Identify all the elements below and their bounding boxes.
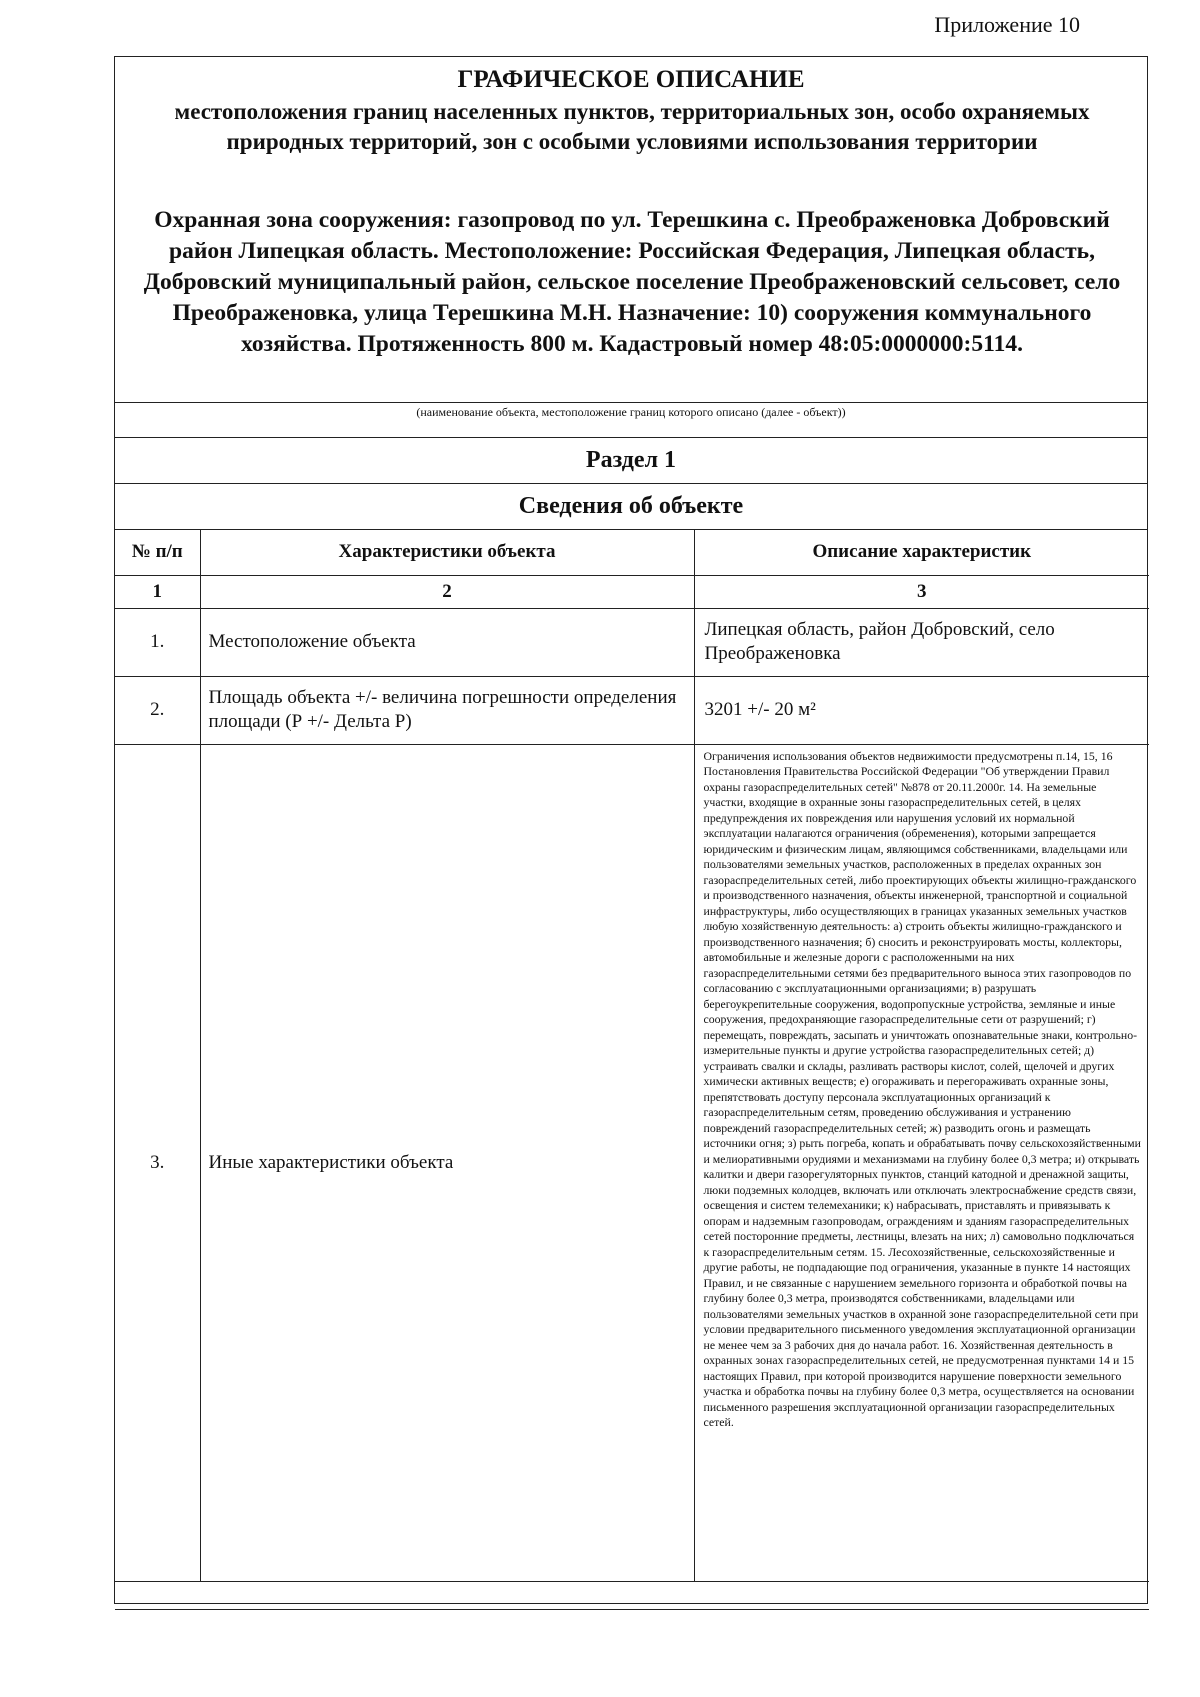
table-row <box>115 744 1149 1581</box>
empty-cell <box>115 1581 1149 1609</box>
row-description: Липецкая область, район Добровский, село Преображеновка <box>694 608 1149 676</box>
section-title: Раздел 1 <box>115 437 1147 483</box>
object-caption: (наименование объекта, местоположение границ которого описано (далее - объект)) <box>115 402 1147 437</box>
table-row <box>115 676 1149 744</box>
document-subtitle: местоположения границ населенных пунктов, территориальных зон, особо охраняемых природных территорий, зон с особыми условиями использования территории <box>174 99 1090 154</box>
index-cell: 1 <box>115 575 200 608</box>
row-description: Ограничения использования объектов недвижимости предусмотрены п.14, 15, 16 Постановления Правительства Российской Федерации "Об утверждении Правил охраны газораспределительных сетей" №878 от 20.11.2000г. 14. На земельные участки, входящие в охранные зоны газораспределительных сетей, в целях предупреждения их повреждения или нарушения условий их нормальной эксплуатации налагаются ограничения (обременения), которыми запрещается юридическим и физическим лицам, являющимся собственниками, владельцами или пользователями земельных участков, расположенных в пределах охранных зон газораспределительных сетей, либо проектирующих объекты жилищно-гражданского и производственного назначения, объекты инженерной, транспортной и социальной инфраструктуры, либо осуществляющих в границах указанных земельных участков любую хозяйственную деятельность: а) строить объекты жилищно-гражданского и производственного назначения; б) сносить и реконструировать мосты, коллекторы, автомобильные и железные дороги с расположенными на них газораспределительными сетями без предварительного выноса этих газопроводов по согласованию с эксплуатационными организациями; в) разрушать берегоукрепительные сооружения, водопропускные устройства, земляные и иные сооружения, предохраняющие газораспределительные сети от разрушений; г) перемещать, повреждать, засыпать и уничтожать опознавательные знаки, контрольно-измерительные пункты и другие устройства газораспределительных сетей; д) устраивать свалки и склады, разливать растворы кислот, солей, щелочей и других химически активных веществ; е) огораживать и перегораживать охранные зоны, препятствовать доступу персонала эксплуатационных организаций к газораспределительным сетям, проведению обслуживания и устранению повреждений газораспределительных сетей; ж) разводить огонь и размещать источники огня; з) рыть погреба, копать и обрабатывать почву сельскохозяйственными и мелиоративными орудиями и механизмами на глубину более 0,3 метра; и) открывать калитки и двери газорегуляторных пунктов, станций катодной и дренажной защиты, люки подземных колодцев, включать или отключать электроснабжение средств связи, освещения и систем телемеханики; к) набрасывать, приставлять и привязывать к опорам и надземным газопроводам, ограждениям и зданиям газораспределительных сетей посторонние предметы, лестницы, влезать на них; л) самовольно подключаться к газораспределительным сетям. 15. Лесохозяйственные, сельскохозяйственные и другие работы, не подпадающие под ограничения, указанные в пункте 14 настоящих Правил, и не связанные с нарушением земельного горизонта и обработкой почвы на глубину более 0,3 метра, производятся собственниками, владельцами или пользователями земельных участков в охранной зоне газораспределительной сети при условии предварительного письменного уведомления эксплуатационной организации не менее чем за 3 рабочих дня до начала работ. 16. Хозяйственная деятельность в охранных зонах газораспределительных сетей, не предусмотренная пунктами 14 и 15 настоящих Правил, при которой производится нарушение поверхности земельного участка и обработка почвы на глубину более 0,3 метра, осуществляется на основании письменного разрешения эксплуатационной организации газораспределительных сетей. <box>694 744 1149 1581</box>
row-characteristic: Площадь объекта +/- величина погрешности определения площади (Р +/- Дельта Р) <box>200 676 694 744</box>
index-cell: 3 <box>694 575 1149 608</box>
row-characteristic: Иные характеристики объекта <box>200 744 694 1581</box>
index-cell: 2 <box>200 575 694 608</box>
object-info-table-wrap <box>115 529 1147 1605</box>
object-description: Охранная зона сооружения: газопровод по ул. Терешкина с. Преображеновка Добровский район Липецкая область. Местоположение: Российская Федерация, Липецкая область, Добровский муниципальный район, сельское поселение Преображеновский сельсовет, село Преображеновка, улица Терешкина М.Н. Назначение: 10) сооружения коммунального хозяйства. Протяженность 800 м. Кадастровый номер 48:05:0000000:5114. <box>143 207 1121 357</box>
table-header-row <box>115 530 1149 575</box>
row-characteristic: Местоположение объекта <box>200 608 694 676</box>
document-frame <box>114 56 1148 1604</box>
header-num: № п/п <box>115 530 200 575</box>
appendix-label: Приложение 10 <box>934 12 1080 37</box>
header-block <box>115 57 1147 402</box>
row-description: 3201 +/- 20 м² <box>694 676 1149 744</box>
header-description: Описание характеристик <box>694 530 1149 575</box>
header-characteristic: Характеристики объекта <box>200 530 694 575</box>
table-row <box>115 608 1149 676</box>
document-title: ГРАФИЧЕСКОЕ ОПИСАНИЕ <box>457 66 805 93</box>
row-number: 3. <box>115 744 200 1581</box>
section-subtitle: Сведения об объекте <box>115 483 1147 529</box>
object-info-table <box>115 530 1149 1610</box>
row-number: 2. <box>115 676 200 744</box>
row-number: 1. <box>115 608 200 676</box>
table-empty-row <box>115 1581 1149 1609</box>
table-index-row <box>115 575 1149 608</box>
